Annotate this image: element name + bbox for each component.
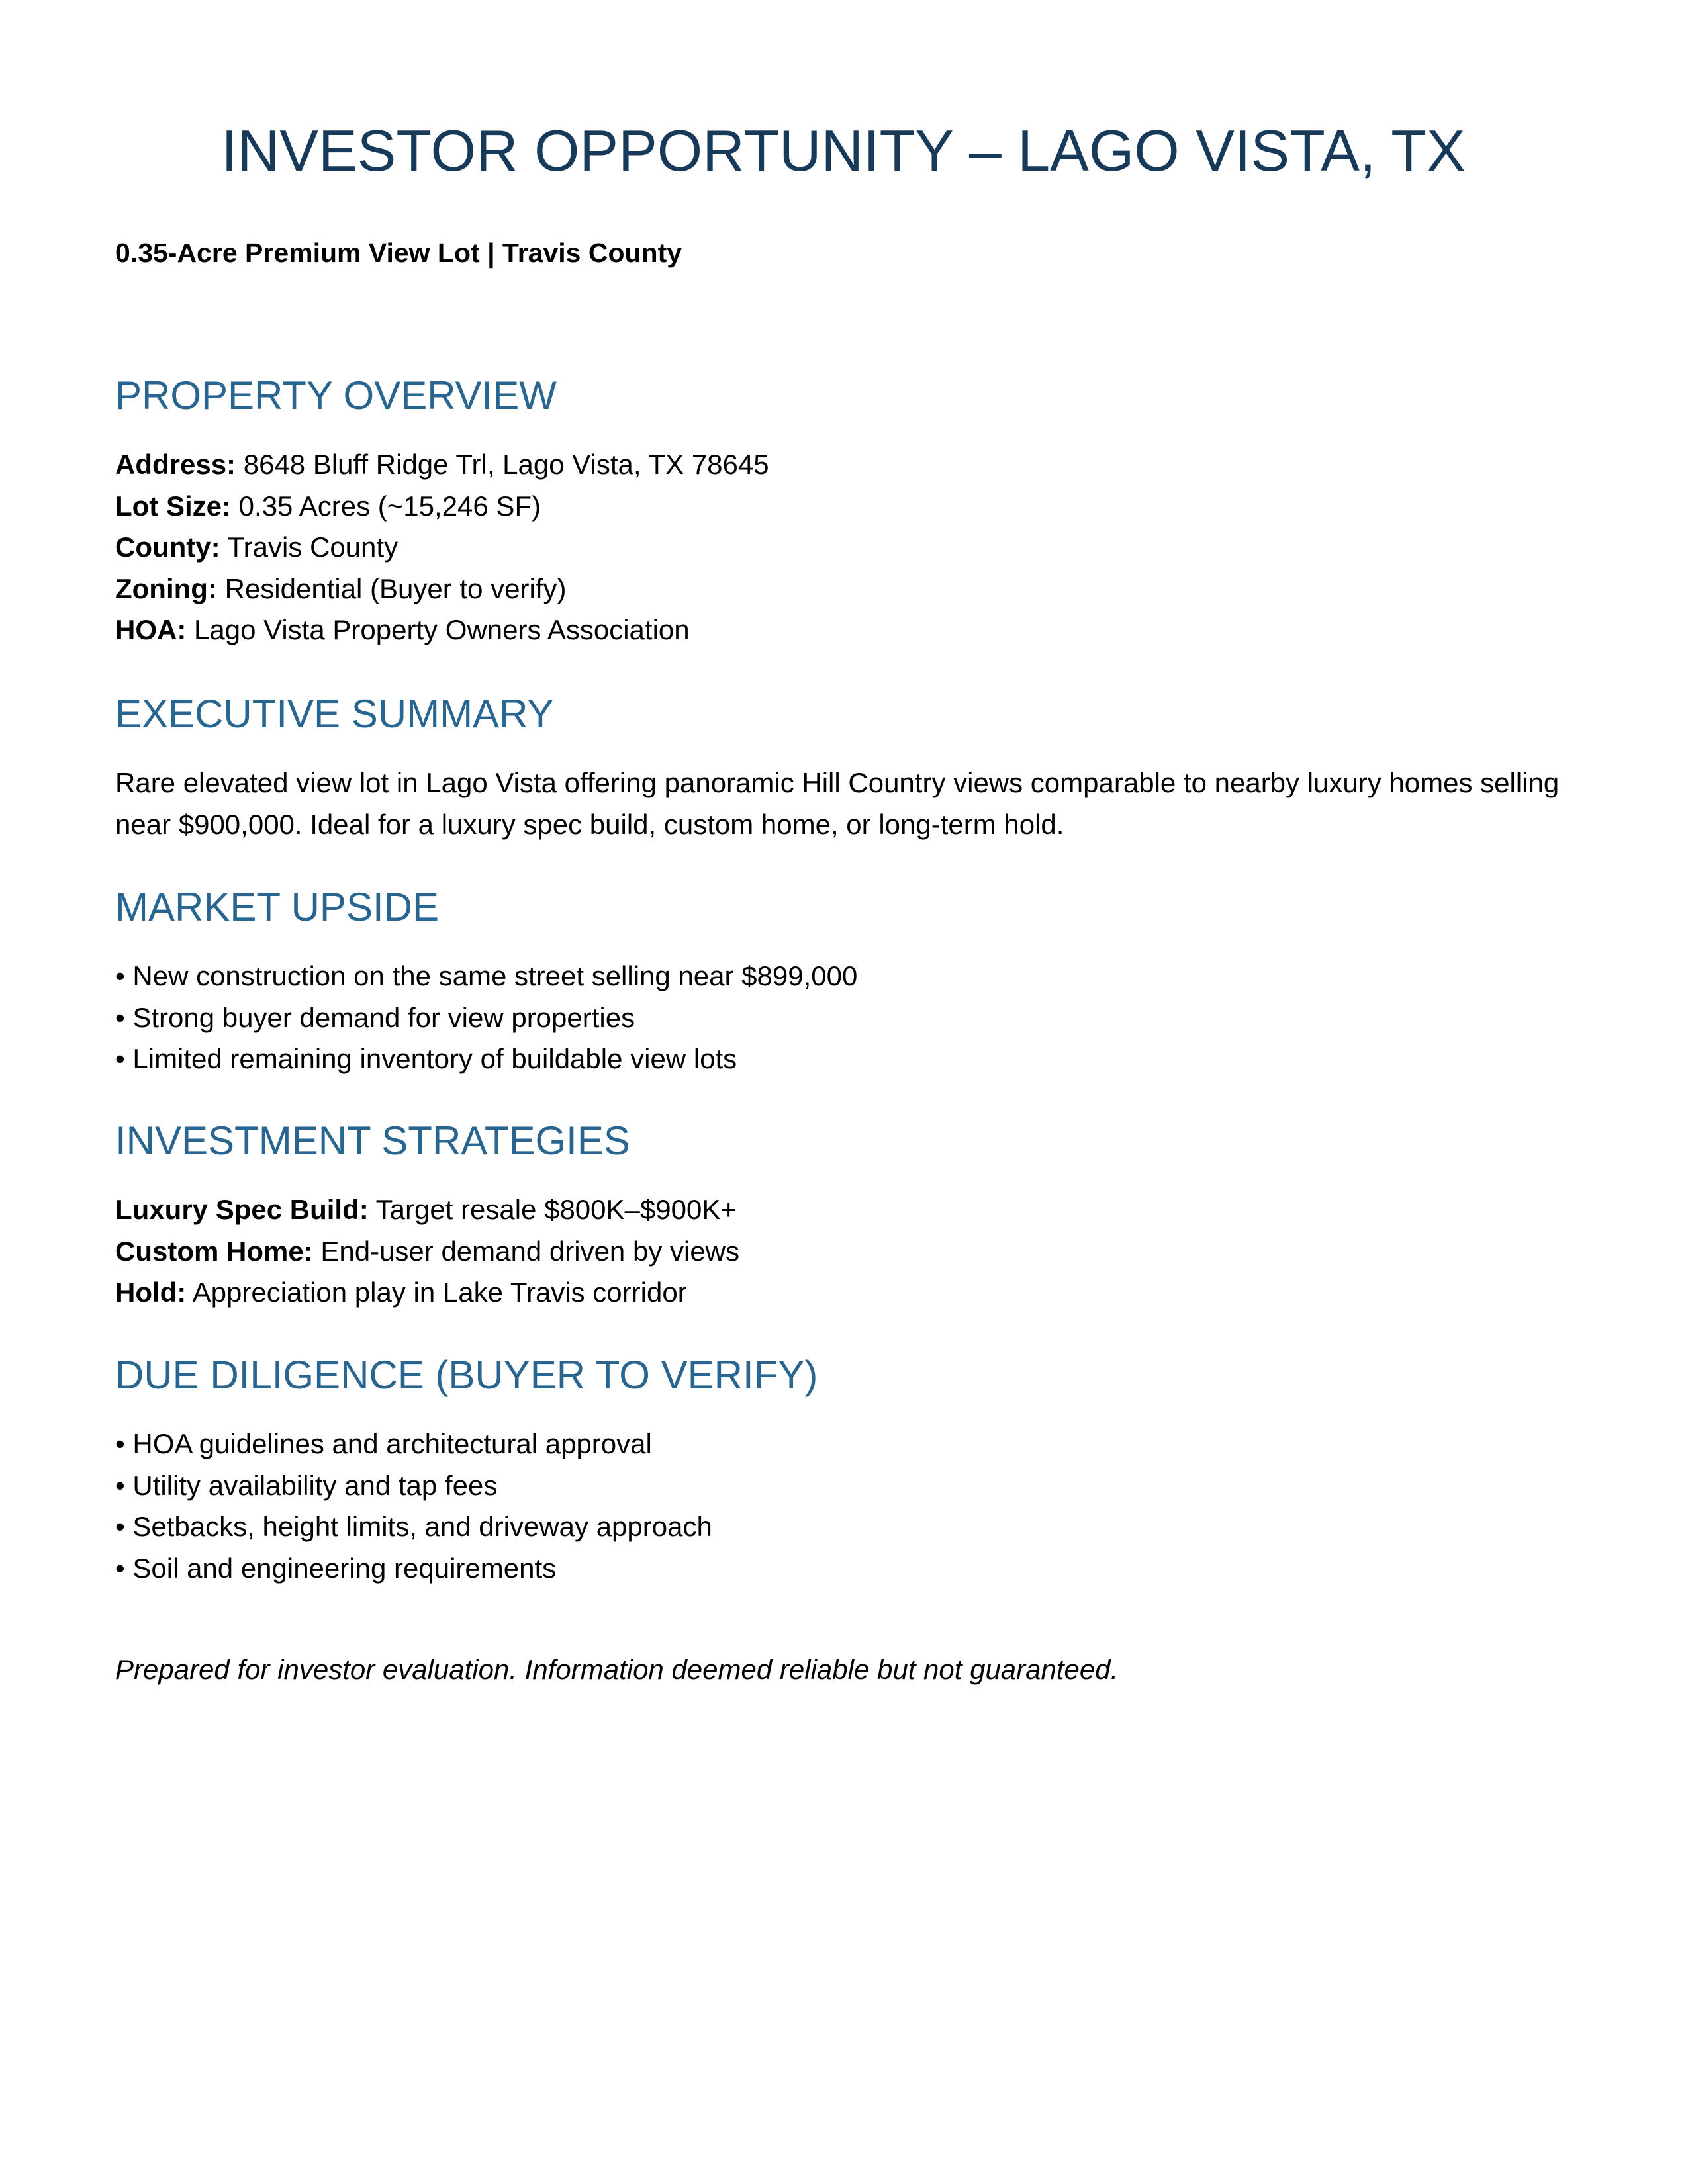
- field-value: 0.35 Acres (~15,246 SF): [231, 490, 541, 522]
- property-fields: [115, 444, 1571, 651]
- due-diligence-list: [115, 1424, 1571, 1589]
- market-upside-list: [115, 956, 1571, 1080]
- field-value: Travis County: [220, 531, 399, 563]
- bullet-icon: •: [115, 1552, 133, 1584]
- list-item-text: New construction on the same street selling near $899,000: [132, 960, 858, 991]
- strategy-luxury-spec-build: [115, 1189, 1571, 1231]
- section-heading: PROPERTY OVERVIEW: [115, 373, 557, 418]
- strategy-label: Custom Home:: [115, 1235, 313, 1267]
- list-item: [115, 956, 1571, 997]
- list-item: [115, 1465, 1571, 1507]
- list-item: [115, 997, 1571, 1039]
- list-item: [115, 1424, 1571, 1465]
- bullet-icon: •: [115, 1043, 133, 1074]
- bullet-icon: •: [115, 1001, 133, 1033]
- list-item-text: Setbacks, height limits, and driveway approach: [132, 1511, 712, 1542]
- strategy-value: End-user demand driven by views: [312, 1235, 740, 1267]
- list-item: [115, 1038, 1571, 1080]
- document-title: INVESTOR OPPORTUNITY – LAGO VISTA, TX: [221, 118, 1466, 183]
- field-address: [115, 444, 1571, 486]
- list-item: [115, 1548, 1571, 1590]
- strategy-value: Appreciation play in Lake Travis corridor: [186, 1277, 687, 1308]
- field-zoning: [115, 569, 1571, 610]
- due-diligence-section: [115, 1352, 1571, 1589]
- list-item: [115, 1506, 1571, 1548]
- bullet-icon: •: [115, 1511, 133, 1542]
- field-value: Lago Vista Property Owners Association: [186, 614, 690, 645]
- section-heading: INVESTMENT STRATEGIES: [115, 1118, 630, 1163]
- list-item-text: Limited remaining inventory of buildable view lots: [132, 1043, 737, 1074]
- strategy-hold: [115, 1272, 1571, 1314]
- market-upside-section: [115, 884, 1571, 1080]
- section-heading: EXECUTIVE SUMMARY: [115, 692, 554, 736]
- field-lot-size: [115, 486, 1571, 527]
- list-item-text: Soil and engineering requirements: [132, 1552, 557, 1584]
- strategy-custom-home: [115, 1231, 1571, 1273]
- strategy-label: Hold:: [115, 1277, 187, 1308]
- executive-summary-section: [115, 691, 1571, 845]
- field-label: Lot Size:: [115, 490, 231, 522]
- strategies-list: [115, 1189, 1571, 1314]
- field-label: Zoning:: [115, 572, 217, 604]
- list-item-text: HOA guidelines and architectural approval: [132, 1428, 652, 1459]
- field-label: County:: [115, 531, 220, 563]
- field-hoa: [115, 610, 1571, 651]
- field-county: [115, 527, 1571, 569]
- strategy-value: Target resale $800K–$900K+: [368, 1194, 737, 1225]
- document-subtitle: 0.35-Acre Premium View Lot | Travis County: [115, 238, 682, 268]
- section-heading: DUE DILIGENCE (BUYER TO VERIFY): [115, 1353, 818, 1397]
- summary-paragraph: Rare elevated view lot in Lago Vista offering panoramic Hill Country views comparable to nearby luxury homes selling near $900,000. Ideal for a luxury spec build, custom home, or long-term hold.: [115, 767, 1560, 840]
- list-item-text: Strong buyer demand for view properties: [132, 1001, 635, 1033]
- summary-body: [115, 762, 1571, 845]
- disclaimer-note: Prepared for investor evaluation. Information deemed reliable but not guaranteed.: [115, 1654, 1119, 1685]
- field-value: 8648 Bluff Ridge Trl, Lago Vista, TX 78645: [236, 449, 769, 480]
- bullet-icon: •: [115, 960, 133, 991]
- field-label: Address:: [115, 449, 236, 480]
- bullet-icon: •: [115, 1469, 133, 1501]
- investment-strategies-section: [115, 1118, 1571, 1314]
- section-heading: MARKET UPSIDE: [115, 885, 439, 929]
- property-overview-section: [115, 373, 1571, 651]
- field-label: HOA:: [115, 614, 187, 645]
- field-value: Residential (Buyer to verify): [216, 572, 567, 604]
- strategy-label: Luxury Spec Build:: [115, 1194, 369, 1225]
- bullet-icon: •: [115, 1428, 133, 1459]
- list-item-text: Utility availability and tap fees: [132, 1469, 498, 1501]
